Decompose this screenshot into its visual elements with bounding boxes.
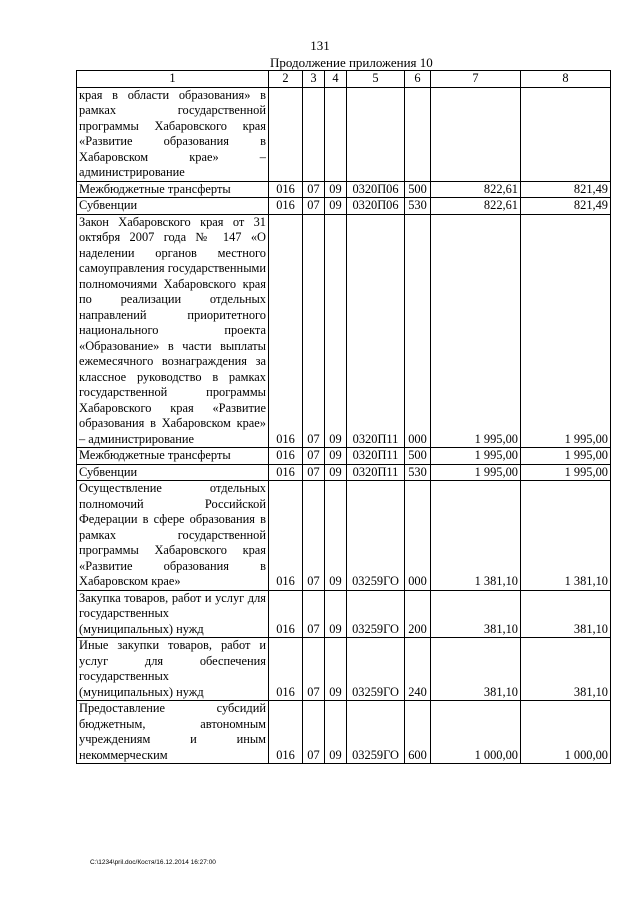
row-name: Субвенции [77,464,269,481]
row-name: Закон Хабаровского края от 31 октября 2007 года № 147 «О наделении органов местного самоуправления государственными полномочиями Хабаровского края по реализации отдельных направлений приоритетного национального проекта «Образование» в части выплаты ежемесячного вознаграждения за классное руководство в рамках государственной программы Хабаровского края «Развитие образования в Хабаровском крае» – администрирование [77,214,269,448]
row-expense-type: 240 [405,638,431,701]
row-amount-1: 822,61 [431,181,521,198]
row-amount-2: 1 995,00 [521,464,611,481]
row-amount-1: 1 995,00 [431,448,521,465]
row-target-article: 0320П11 [347,464,405,481]
row-ministry-code: 016 [269,214,303,448]
row-subsection: 09 [325,181,347,198]
row-subsection: 09 [325,448,347,465]
row-ministry-code: 016 [269,181,303,198]
row-section: 07 [303,448,325,465]
row-amount-2: 381,10 [521,590,611,638]
row-amount-2: 1 381,10 [521,481,611,591]
row-expense-type: 600 [405,701,431,764]
header-col-4: 4 [325,71,347,88]
row-name: Предоставление субсидий бюджетным, автономным учреждениям и иным некоммерческим [77,701,269,764]
row-expense-type: 200 [405,590,431,638]
table-row [77,481,611,591]
row-subsection: 09 [325,198,347,215]
header-col-3: 3 [303,71,325,88]
footer-file-path: C:\1234\pril.doc/Костя/16.12.2014 16:27:00 [90,859,216,866]
row-target-article: 03259ГО [347,638,405,701]
row-expense-type: 530 [405,464,431,481]
row-section: 07 [303,181,325,198]
table-row [77,181,611,198]
row-amount-2 [521,87,611,181]
header-col-5: 5 [347,71,405,88]
row-ministry-code: 016 [269,198,303,215]
row-expense-type [405,87,431,181]
row-target-article: 03259ГО [347,481,405,591]
row-amount-2: 821,49 [521,181,611,198]
table-row [77,448,611,465]
row-section: 07 [303,198,325,215]
row-section: 07 [303,464,325,481]
row-section: 07 [303,638,325,701]
row-section: 07 [303,214,325,448]
row-amount-1: 381,10 [431,638,521,701]
row-amount-1: 1 995,00 [431,464,521,481]
row-section: 07 [303,590,325,638]
row-target-article [347,87,405,181]
row-name: Межбюджетные трансферты [77,448,269,465]
table-row [77,214,611,448]
row-target-article: 03259ГО [347,590,405,638]
table-row [77,87,611,181]
continuation-label: Продолжение приложения 10 [270,55,433,70]
row-amount-1: 822,61 [431,198,521,215]
row-amount-2: 1 000,00 [521,701,611,764]
row-expense-type: 000 [405,214,431,448]
row-subsection: 09 [325,481,347,591]
header-col-8: 8 [521,71,611,88]
table-row [77,638,611,701]
header-col-6: 6 [405,71,431,88]
row-expense-type: 500 [405,181,431,198]
row-ministry-code [269,87,303,181]
row-subsection: 09 [325,214,347,448]
row-target-article: 0320П11 [347,448,405,465]
header-col-1: 1 [77,71,269,88]
table-row [77,701,611,764]
row-ministry-code: 016 [269,448,303,465]
row-section: 07 [303,481,325,591]
row-amount-2: 1 995,00 [521,448,611,465]
row-section: 07 [303,701,325,764]
row-ministry-code: 016 [269,464,303,481]
row-expense-type: 530 [405,198,431,215]
row-amount-1: 1 381,10 [431,481,521,591]
row-amount-1: 1 995,00 [431,214,521,448]
row-ministry-code: 016 [269,701,303,764]
row-subsection: 09 [325,590,347,638]
row-subsection: 09 [325,638,347,701]
row-ministry-code: 016 [269,590,303,638]
row-name: Субвенции [77,198,269,215]
budget-table [76,70,611,764]
row-target-article: 0320П11 [347,214,405,448]
row-subsection: 09 [325,701,347,764]
row-subsection [325,87,347,181]
row-ministry-code: 016 [269,481,303,591]
row-amount-2: 821,49 [521,198,611,215]
row-amount-1 [431,87,521,181]
row-target-article: 0320П06 [347,198,405,215]
header-col-7: 7 [431,71,521,88]
row-amount-1: 1 000,00 [431,701,521,764]
row-amount-1: 381,10 [431,590,521,638]
table-row [77,198,611,215]
row-target-article: 03259ГО [347,701,405,764]
row-target-article: 0320П06 [347,181,405,198]
header-row [77,71,611,88]
row-name: края в области образования» в рамках государственной программы Хабаровского края «Развитие образования в Хабаровском крае» – администрирование [77,87,269,181]
row-section [303,87,325,181]
row-name: Межбюджетные трансферты [77,181,269,198]
row-amount-2: 381,10 [521,638,611,701]
row-expense-type: 500 [405,448,431,465]
row-subsection: 09 [325,464,347,481]
row-amount-2: 1 995,00 [521,214,611,448]
row-name: Осуществление отдельных полномочий Российской Федерации в сфере образования в рамках государственной программы Хабаровского края «Развитие образования в Хабаровском крае» [77,481,269,591]
row-name: Иные закупки товаров, работ и услуг для обеспечения государственных (муниципальных) нужд [77,638,269,701]
page-number: 131 [310,38,330,53]
header-col-2: 2 [269,71,303,88]
row-ministry-code: 016 [269,638,303,701]
table-row [77,464,611,481]
row-name: Закупка товаров, работ и услуг для государственных (муниципальных) нужд [77,590,269,638]
table-row [77,590,611,638]
row-expense-type: 000 [405,481,431,591]
